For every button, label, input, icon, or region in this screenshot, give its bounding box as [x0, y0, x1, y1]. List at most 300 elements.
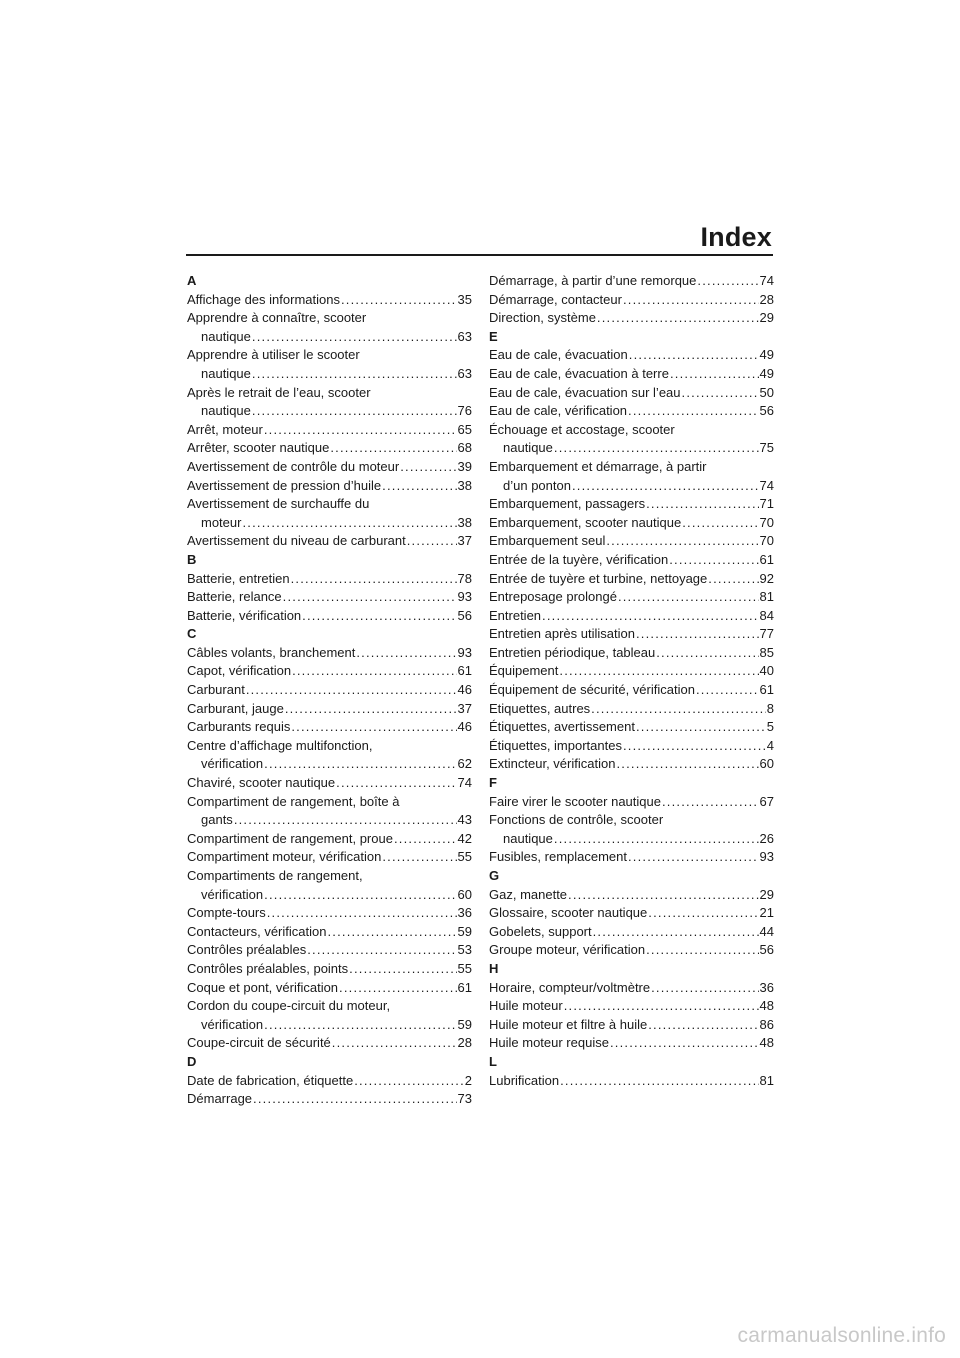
index-entry: [489, 718, 774, 737]
index-entry-text: nautique: [503, 830, 553, 846]
index-entry-page: 68: [457, 440, 472, 456]
index-entry: [489, 477, 774, 496]
dot-leader: [656, 644, 758, 663]
index-section-letter: H: [489, 960, 499, 976]
index-entry-text: nautique: [201, 365, 251, 381]
dot-leader: [252, 402, 457, 421]
index-entry-text: Démarrage, contacteur: [489, 291, 622, 307]
index-entry-page: 59: [457, 923, 472, 939]
dot-leader: [554, 439, 759, 458]
index-entry-text: Lubrification: [489, 1072, 560, 1088]
index-entry-page: 48: [759, 998, 774, 1014]
index-entry-text: vérification: [201, 1016, 264, 1032]
index-entry-text: Étiquettes, avertissement: [489, 719, 635, 735]
index-entry-page: 73: [457, 1091, 472, 1107]
index-entry: [489, 644, 774, 663]
dot-leader: [651, 979, 758, 998]
index-entry-text: Date de fabrication, étiquette: [187, 1072, 354, 1088]
dot-leader: [629, 346, 759, 365]
dot-leader: [542, 607, 758, 626]
index-entry-text: Coupe-circuit de sécurité: [187, 1035, 331, 1051]
index-entry-page: 92: [759, 570, 774, 586]
index-entry: [489, 737, 774, 756]
index-entry-text: Arrêter, scooter nautique: [187, 440, 330, 456]
dot-leader: [610, 1034, 759, 1053]
index-entry-text: Entrée de tuyère et turbine, nettoyage: [489, 570, 708, 586]
index-entry: [187, 402, 472, 421]
index-entry-text: Avertissement de pression d’huile: [187, 477, 382, 493]
index-entry-page: 70: [759, 514, 774, 530]
index-entry-text: Entreposage prolongé: [489, 589, 617, 605]
index-entry-text: Contrôles préalables: [187, 942, 307, 958]
index-entry-text: Batterie, relance: [187, 589, 282, 605]
index-entry: [187, 886, 472, 905]
index-entry-page: 61: [457, 663, 472, 679]
dot-leader: [636, 625, 759, 644]
dot-leader: [242, 514, 456, 533]
index-entry: [489, 923, 774, 942]
dot-leader: [669, 551, 758, 570]
dot-leader: [670, 365, 759, 384]
dot-leader: [356, 644, 456, 663]
index-entry-page: 50: [759, 384, 774, 400]
index-entry-page: 35: [457, 291, 472, 307]
index-entry-page: 78: [457, 570, 472, 586]
index-entry: [489, 514, 774, 533]
index-entry: [187, 365, 472, 384]
index-entry-text: Etiquettes, autres: [489, 700, 591, 716]
index-entry: [489, 570, 774, 589]
dot-leader: [696, 681, 759, 700]
dot-leader: [349, 960, 456, 979]
dot-leader: [285, 700, 457, 719]
index-entry: [187, 514, 472, 533]
dot-leader: [292, 662, 456, 681]
index-entry-page: 37: [457, 700, 472, 716]
index-entry-text: Gobelets, support: [489, 923, 592, 939]
index-entry-page: 56: [759, 942, 774, 958]
index-entry: [187, 718, 472, 737]
index-entry-text: Entretien après utilisation: [489, 626, 635, 642]
index-entry-text: nautique: [503, 440, 553, 456]
index-entry: [187, 848, 472, 867]
index-entry: [489, 551, 774, 570]
dot-leader: [554, 830, 759, 849]
page-title: Index: [700, 222, 772, 252]
index-entry-text: nautique: [201, 403, 251, 419]
index-entry-line: Apprendre à utiliser le scooter: [187, 347, 360, 363]
index-entry-text: Affichage des informations: [187, 291, 340, 307]
index-entry-page: 67: [759, 793, 774, 809]
index-entry: [489, 997, 774, 1016]
index-entry-page: 26: [759, 830, 774, 846]
index-entry-text: Compte-tours: [187, 905, 266, 921]
index-entry: [489, 755, 774, 774]
dot-leader: [291, 718, 456, 737]
index-entry-text: Eau de cale, évacuation sur l’eau: [489, 384, 681, 400]
index-entry: [187, 979, 472, 998]
dot-leader: [330, 439, 456, 458]
index-column-right: [489, 272, 774, 1090]
index-entry-page: 38: [457, 477, 472, 493]
dot-leader: [628, 848, 759, 867]
title-rule: [186, 254, 773, 256]
index-entry: [187, 570, 472, 589]
index-entry-line: Compartiments de rangement,: [187, 868, 363, 883]
index-entry-text: Embarquement, scooter nautique: [489, 514, 682, 530]
index-entry: [187, 923, 472, 942]
index-entry-text: Groupe moteur, vérification: [489, 942, 646, 958]
dot-leader: [646, 495, 758, 514]
dot-leader: [252, 328, 457, 347]
index-entry-page: 36: [759, 979, 774, 995]
index-entry-page: 36: [457, 905, 472, 921]
index-entry-page: 93: [759, 849, 774, 865]
index-entry: [489, 1072, 774, 1091]
index-entry-page: 75: [759, 440, 774, 456]
index-entry-page: 81: [759, 589, 774, 605]
index-entry: [187, 774, 472, 793]
index-section-letter: B: [187, 551, 197, 567]
index-entry-page: 63: [457, 328, 472, 344]
index-entry: [489, 588, 774, 607]
dot-leader: [568, 886, 758, 905]
dot-leader: [291, 570, 457, 589]
index-entry-page: 40: [759, 663, 774, 679]
index-entry-page: 74: [759, 477, 774, 493]
index-entry: [187, 830, 472, 849]
index-entry: [489, 941, 774, 960]
index-entry: [489, 830, 774, 849]
dot-leader: [646, 941, 758, 960]
dot-leader: [246, 681, 457, 700]
index-entry-text: Huile moteur et filtre à huile: [489, 1016, 648, 1032]
index-entry-line: Compartiment de rangement, boîte à: [187, 793, 400, 809]
index-entry: [489, 662, 774, 681]
index-entry: [187, 811, 472, 830]
index-entry-page: 48: [759, 1035, 774, 1051]
index-entry-page: 71: [759, 496, 774, 512]
index-entry-text: vérification: [201, 756, 264, 772]
index-entry: [489, 346, 774, 365]
index-entry-page: 85: [759, 644, 774, 660]
index-entry-text: vérification: [201, 886, 264, 902]
index-entry-page: 70: [759, 533, 774, 549]
index-entry-page: 28: [457, 1035, 472, 1051]
index-entry: [489, 439, 774, 458]
index-entry-page: 5: [766, 719, 774, 735]
index-section-letter: D: [187, 1053, 197, 1069]
dot-leader: [623, 291, 759, 310]
index-entry-text: Compartiment moteur, vérification: [187, 849, 382, 865]
index-entry-text: Glossaire, scooter nautique: [489, 905, 648, 921]
dot-leader: [564, 997, 759, 1016]
index-entry-text: Gaz, manette: [489, 886, 568, 902]
index-entry-line: Embarquement et démarrage, à partir: [489, 458, 707, 474]
index-entry-page: 81: [759, 1072, 774, 1088]
index-entry: [489, 979, 774, 998]
index-entry: [489, 495, 774, 514]
dot-leader: [264, 1016, 456, 1035]
index-entry: [489, 793, 774, 812]
index-entry-page: 37: [457, 533, 472, 549]
index-entry: [187, 588, 472, 607]
index-entry-page: 43: [457, 812, 472, 828]
dot-leader: [623, 737, 766, 756]
index-entry-text: Entretien: [489, 607, 542, 623]
index-entry-text: Carburants requis: [187, 719, 291, 735]
index-entry: [489, 625, 774, 644]
index-entry: [489, 848, 774, 867]
dot-leader: [682, 514, 758, 533]
index-entry-text: Batterie, entretien: [187, 570, 290, 586]
index-entry: [187, 681, 472, 700]
index-entry: [187, 458, 472, 477]
index-entry: [489, 886, 774, 905]
index-entry: [187, 532, 472, 551]
index-entry-page: 39: [457, 458, 472, 474]
index-section-letter: A: [187, 273, 197, 288]
index-entry: [187, 1072, 472, 1091]
index-entry-text: Carburant: [187, 682, 245, 698]
index-entry-text: Embarquement, passagers: [489, 496, 646, 512]
dot-leader: [283, 588, 457, 607]
index-column-left: [187, 272, 472, 1109]
index-section-letter: F: [489, 775, 497, 791]
index-entry-page: 77: [759, 626, 774, 642]
index-entry-text: Chaviré, scooter nautique: [187, 775, 336, 791]
index-entry-text: Direction, système: [489, 310, 596, 326]
dot-leader: [662, 793, 759, 812]
index-entry-page: 8: [766, 700, 774, 716]
index-entry-page: 62: [457, 756, 472, 772]
index-entry-page: 65: [457, 421, 472, 437]
index-entry-page: 46: [457, 719, 472, 735]
index-entry-text: Eau de cale, vérification: [489, 403, 628, 419]
dot-leader: [253, 1090, 457, 1109]
index-entry-page: 4: [766, 737, 774, 753]
dot-leader: [382, 848, 456, 867]
index-entry-line: Avertissement de surchauffe du: [187, 496, 370, 512]
index-entry-line: Cordon du coupe-circuit du moteur,: [187, 998, 391, 1014]
dot-leader: [616, 755, 758, 774]
index-entry-text: Arrêt, moteur: [187, 421, 263, 437]
index-entry-page: 93: [457, 589, 472, 605]
index-entry: [489, 365, 774, 384]
index-entry: [187, 904, 472, 923]
index-entry-page: 28: [759, 291, 774, 307]
index-entry-page: 61: [457, 979, 472, 995]
dot-leader: [264, 421, 457, 440]
index-entry-text: Entrée de la tuyère, vérification: [489, 551, 669, 567]
index-entry-text: Extincteur, vérification: [489, 756, 616, 772]
index-entry-page: 59: [457, 1016, 472, 1032]
dot-leader: [682, 384, 759, 403]
index-entry-text: Coque et pont, vérification: [187, 979, 339, 995]
index-section-letter: C: [187, 626, 197, 642]
index-entry-text: Eau de cale, évacuation à terre: [489, 365, 669, 381]
index-entry-page: 44: [759, 923, 774, 939]
index-entry: [187, 644, 472, 663]
dot-leader: [407, 532, 457, 551]
dot-leader: [354, 1072, 464, 1091]
index-entry: [187, 700, 472, 719]
index-entry-page: 86: [759, 1016, 774, 1032]
index-entry-text: gants: [201, 812, 233, 828]
dot-leader: [394, 830, 457, 849]
dot-leader: [593, 923, 759, 942]
index-entry-page: 60: [759, 756, 774, 772]
index-entry-line: Échouage et accostage, scooter: [489, 421, 675, 437]
index-entry-text: Avertissement de contrôle du moteur: [187, 458, 400, 474]
index-entry: [187, 662, 472, 681]
index-entry-page: 29: [759, 310, 774, 326]
index-entry-line: Après le retrait de l’eau, scooter: [187, 384, 371, 400]
index-entry-text: Démarrage, à partir d’une remorque: [489, 273, 697, 288]
index-entry: [187, 477, 472, 496]
index-entry-page: 55: [457, 849, 472, 865]
index-entry-text: d’un ponton: [503, 477, 571, 493]
index-section-letter: L: [489, 1053, 497, 1069]
index-entry-text: Contrôles préalables, points: [187, 960, 349, 976]
index-entry: [187, 960, 472, 979]
index-entry-page: 84: [759, 607, 774, 623]
index-entry-text: Eau de cale, évacuation: [489, 347, 628, 363]
index-entry: [489, 402, 774, 421]
index-entry-page: 60: [457, 886, 472, 902]
dot-leader: [267, 904, 457, 923]
index-entry-page: 29: [759, 886, 774, 902]
index-entry-text: Huile moteur: [489, 998, 563, 1014]
index-entry: [489, 291, 774, 310]
index-entry: [489, 904, 774, 923]
index-entry: [187, 291, 472, 310]
index-entry-page: 38: [457, 514, 472, 530]
index-entry-page: 76: [457, 403, 472, 419]
index-entry: [489, 700, 774, 719]
index-entry-page: 74: [759, 273, 774, 288]
watermark: carmanualsonline.info: [737, 1324, 946, 1347]
index-entry: [187, 439, 472, 458]
index-entry-page: 21: [759, 905, 774, 921]
index-entry-text: Entretien périodique, tableau: [489, 644, 656, 660]
index-entry: [489, 1016, 774, 1035]
dot-leader: [618, 588, 759, 607]
dot-leader: [264, 755, 456, 774]
index-entry-text: Avertissement du niveau de carburant: [187, 533, 406, 549]
index-entry-text: Compartiment de rangement, proue: [187, 830, 393, 846]
index-entry-line: Apprendre à connaître, scooter: [187, 310, 367, 326]
index-entry-page: 61: [759, 551, 774, 567]
index-entry-text: Contacteurs, vérification: [187, 923, 327, 939]
index-entry-page: 61: [759, 682, 774, 698]
index-entry-page: 46: [457, 682, 472, 698]
index-entry: [489, 272, 774, 291]
dot-leader: [327, 923, 456, 942]
dot-leader: [341, 291, 457, 310]
index-entry-page: 56: [457, 607, 472, 623]
index-entry-text: Équipement: [489, 663, 559, 679]
index-entry-text: moteur: [201, 514, 242, 530]
index-section-letter: E: [489, 328, 498, 344]
dot-leader: [606, 532, 758, 551]
index-entry-text: Batterie, vérification: [187, 607, 302, 623]
index-entry-text: Huile moteur requise: [489, 1035, 609, 1051]
dot-leader: [252, 365, 457, 384]
dot-leader: [597, 309, 759, 328]
index-entry: [187, 1090, 472, 1109]
index-entry-page: 53: [457, 942, 472, 958]
index-entry-page: 49: [759, 347, 774, 363]
index-entry: [187, 607, 472, 626]
dot-leader: [648, 1016, 758, 1035]
index-entry: [489, 681, 774, 700]
index-entry: [187, 941, 472, 960]
index-entry: [187, 1034, 472, 1053]
index-entry-page: 42: [457, 830, 472, 846]
index-entry-text: Fusibles, remplacement: [489, 849, 627, 865]
dot-leader: [307, 941, 456, 960]
index-entry-page: 93: [457, 644, 472, 660]
dot-leader: [382, 477, 456, 496]
index-entry: [489, 532, 774, 551]
dot-leader: [264, 886, 456, 905]
index-entry: [187, 421, 472, 440]
dot-leader: [628, 402, 759, 421]
index-entry: [187, 328, 472, 347]
index-entry-page: 49: [759, 365, 774, 381]
index-entry: [489, 607, 774, 626]
index-entry-page: 74: [457, 775, 472, 791]
dot-leader: [648, 904, 758, 923]
index-entry-text: Équipement de sécurité, vérification: [489, 682, 695, 698]
index-entry-page: 55: [457, 960, 472, 976]
index-entry-text: Faire virer le scooter nautique: [489, 793, 661, 809]
index-entry-text: Câbles volants, branchement: [187, 644, 356, 660]
dot-leader: [336, 774, 456, 793]
dot-leader: [339, 979, 456, 998]
index-entry-line: Fonctions de contrôle, scooter: [489, 812, 664, 828]
index-entry: [489, 1034, 774, 1053]
index-entry-text: Capot, vérification: [187, 663, 292, 679]
index-entry-page: 56: [759, 403, 774, 419]
index-entry: [187, 755, 472, 774]
index-entry-text: Démarrage: [187, 1091, 253, 1107]
dot-leader: [559, 662, 758, 681]
index-entry-text: Horaire, compteur/voltmètre: [489, 979, 651, 995]
dot-leader: [636, 718, 766, 737]
dot-leader: [234, 811, 457, 830]
dot-leader: [302, 607, 456, 626]
index-entry-text: Carburant, jauge: [187, 700, 284, 716]
index-entry-page: 63: [457, 365, 472, 381]
dot-leader: [560, 1072, 758, 1091]
index-entry-text: Embarquement seul: [489, 533, 606, 549]
dot-leader: [332, 1034, 457, 1053]
dot-leader: [572, 477, 759, 496]
index-entry-text: nautique: [201, 328, 251, 344]
index-section-letter: G: [489, 868, 500, 883]
dot-leader: [400, 458, 456, 477]
index-entry-line: Centre d’affichage multifonction,: [187, 737, 373, 753]
index-entry: [489, 384, 774, 403]
index-entry: [489, 309, 774, 328]
dot-leader: [591, 700, 766, 719]
index-entry-text: Étiquettes, importantes: [489, 737, 622, 753]
index-entry-page: 2: [464, 1072, 472, 1088]
dot-leader: [697, 272, 758, 291]
dot-leader: [708, 570, 758, 589]
